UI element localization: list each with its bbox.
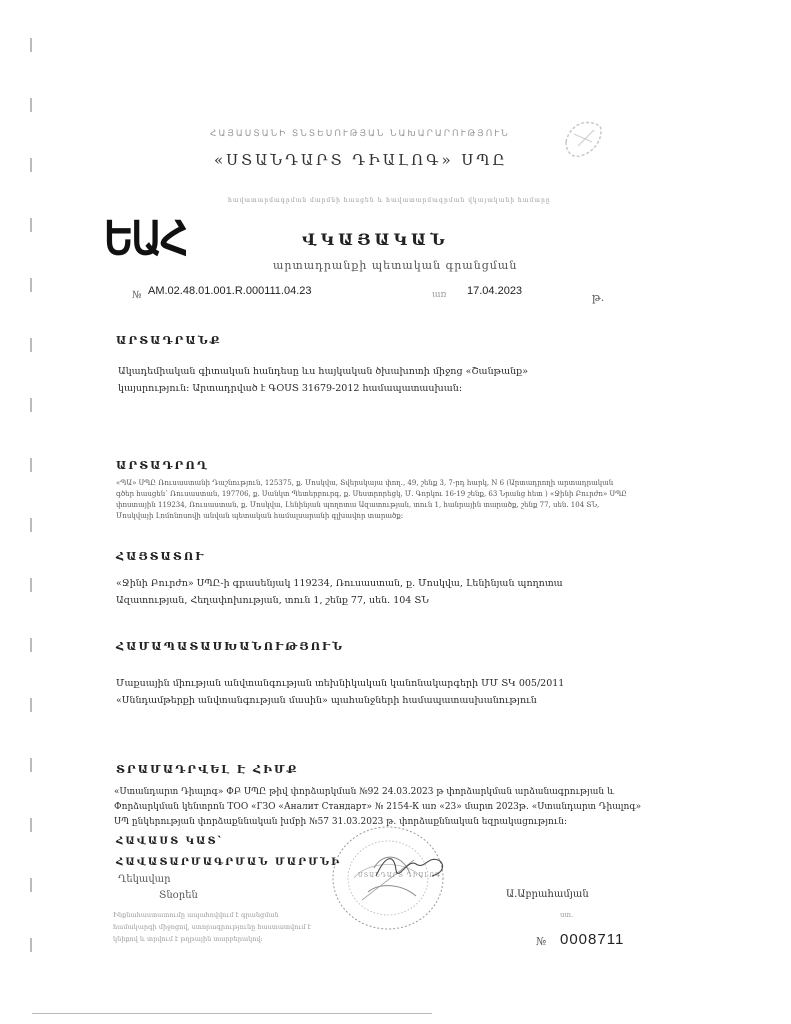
document-subtitle: արտադրանքի պետական գրանցման <box>273 259 518 272</box>
binding-edge <box>30 38 32 998</box>
header-subline: հավատարմագրման մարմնի հասցեն և հավատարմագրման վկայականի համարը <box>228 197 551 204</box>
serial-number: 0008711 <box>560 931 625 948</box>
number-label: № <box>132 290 142 301</box>
manufacturer-text: «ՊԱ» ՍՊԸ Ռուսաստանի Դաշնություն, 125375, ք. Մոսկվա, Տվերսկայա փող., 49, շենք 3, 7-րդ հարկ, N 6 (Արտադրողի արտադրական գծեր հասցեն՝ Ռուսաստան, 197706, ք. Սանկտ Պետերբուրգ, ք. Սեստրորեցկ, Մ. Գորկու 16-19 շենք, 63 Նրանց հետ ) «Ջինի Բուրժո» ՍՊԸ փոստային 119234, Ռուսաստան, ք. Մոսկվա, Լենինյան պողոտա Ազատության, տուն 1, հանրային տարածք, շենք 77, սեն. 104 ՏՆ, Մոսկվայի Լոմոնոսովի անվան պետական համալսարանի գլխավոր տարածք։ <box>116 479 627 520</box>
document-title: ՎԿԱՅԱԿԱՆ <box>302 230 449 249</box>
eac-logo: ԵԱՀ <box>104 213 187 265</box>
signature-role: Ղեկավար <box>118 874 171 885</box>
issue-date: 17.04.2023 <box>467 285 523 297</box>
signature-org: ՀԱՎԱՏԱՐՄԱԳՐՄԱՆ ՄԱՐՄՆԻ <box>116 857 342 868</box>
product-text: Ակադեմիական գիտական հանդեսը ևս հայկական ծխախոտի միջոց «Շանթանք» կայսրություն։ Արտադրված է ԳՕՍՏ 31679-2012 համապատասխան։ <box>118 366 529 394</box>
compliance-heading: ՀԱՄԱՊԱՏԱՍԽԱՆՈՒԹՅՈՒՆ <box>116 640 345 653</box>
signature-attest: ՀԱՎԱՍՏ ԿԱՏ՝ <box>116 836 223 847</box>
manufacturer-heading: ԱՐՏԱԴՐՈՂ <box>116 459 210 472</box>
handwritten-signature <box>372 846 452 888</box>
date-label: առ <box>432 290 447 300</box>
signature-director: Տնօրեն <box>159 890 198 901</box>
signature-footnote: Ինքնահաստատումը ապահովվում է գրանցման համակարգի միջոցով, ստորագրությունը հաստատվում է կնիքով և տրվում է թղթային տարբերակով։ <box>113 911 312 943</box>
applicant-text: «Ջինի Բուրժո» ՍՊԸ-ի գրասենյակ 119234, Ռուսաստան, ք. Մոսկվա, Լենինյան պողոտա Ազատության, Հեղափոխության, տուն 1, շենք 77, սեն. 104 ՏՆ <box>116 578 563 606</box>
product-heading: ԱՐՏԱԴՐԱՆՔ <box>116 334 222 347</box>
date-suffix: թ. <box>592 291 605 304</box>
compliance-text: Մաքսային միության անվտանգության տեխնիկական կանոնակարգերի ՄՄ ՏԿ 005/2011 «Սննդամթերքի անվտանգության մասին» պահանջների համապատասխանություն <box>116 678 565 706</box>
applicant-heading: ՀԱՅՏԱՏՈՒ <box>116 550 206 563</box>
issuance-text: «Ստանդարտ Դիալոգ» ՓԲ ՍՊԸ թիվ փորձարկման №92 24.03.2023 թ փորձարկման արձանագրության և Փորձարկման կենտրոն ТОО «ГЗО «Аналит Стандарт» № 2154-К առ «23» մարտ 2023թ. «Ստանդարտ Դիալոգ» ՍՊ ընկերության փորձաքննական խմբի №57 31.03.2023 թ. փորձաքննական եզրակացություն։ <box>114 787 642 827</box>
stamp-text: ՍՏԱՆԴԱՐՏ ԴԻԱԼՈԳ <box>358 872 442 879</box>
ministry-line: ՀԱՅԱՍՏԱՆԻ ՏՆՏԵՍՈՒԹՅԱՆ ՆԱԽԱՐԱՐՈՒԹՅՈՒՆ <box>210 128 510 138</box>
corner-stamp-mark <box>560 112 608 164</box>
issuance-heading: ՏՐԱՄԱԴՐՎԵԼ Է ՀԻՄՔ <box>116 763 299 776</box>
certificate-number: AM.02.48.01.001.R.000111.04.23 <box>148 285 312 297</box>
organization-name: «ՍՏԱՆԴԱՐՏ ԴԻԱԼՈԳ» ՍՊԸ <box>214 151 508 169</box>
signatory-name: Ա.Աբրահամյան <box>506 889 589 900</box>
serial-label: № <box>536 935 547 948</box>
bottom-rule <box>32 1013 432 1014</box>
signatory-sub: ստ. <box>560 911 574 919</box>
